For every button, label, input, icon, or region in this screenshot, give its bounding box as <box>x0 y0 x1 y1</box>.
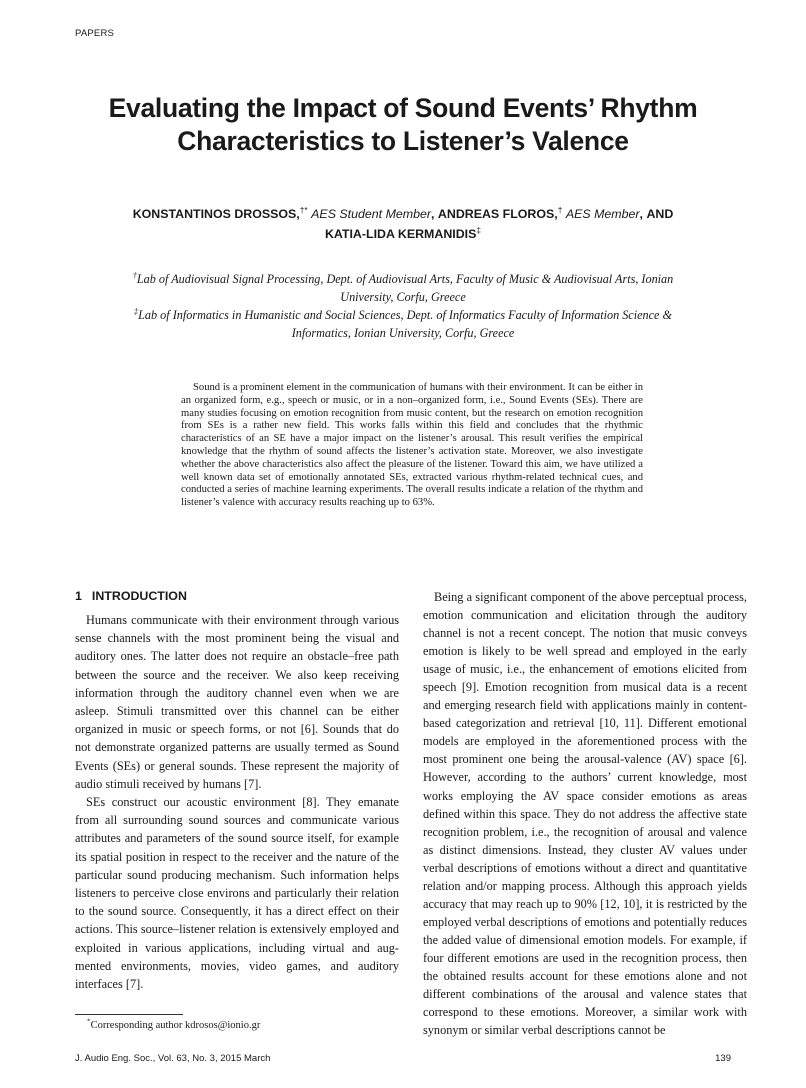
author-membership: AES Member <box>565 207 640 221</box>
affiliation-1-line-1: †Lab of Audiovisual Signal Processing, Dept. of Audiovisual Arts, Faculty of Music & Audiovisual Arts, Ionian <box>132 270 674 286</box>
affiliation-mark: † <box>132 270 137 280</box>
section-number: 1 <box>75 589 82 603</box>
journal-reference: J. Audio Eng. Soc., Vol. 63, No. 3, 2015 March <box>75 1053 271 1064</box>
author-membership: AES Student Member <box>311 207 432 221</box>
footnote-divider <box>75 1014 183 1015</box>
footnote-text: Corresponding author kdrosos@ionio.gr <box>90 1020 261 1031</box>
affiliation-mark: ‡ <box>134 306 139 316</box>
author-name: KONSTANTINOS DROSSOS, <box>132 207 300 221</box>
author-line-2 <box>75 224 731 244</box>
author-mark: † <box>557 204 563 215</box>
author-line-1: KONSTANTINOS DROSSOS,†* AES Student Member, ANDREAS FLOROS,† AES Member, AND <box>132 204 674 221</box>
section-heading <box>75 588 399 604</box>
affiliation-2-line-2: Informatics, Ionian University, Corfu, Greece <box>291 326 515 340</box>
title-line-1: Evaluating the Impact of Sound Events’ Rhythm <box>108 93 698 123</box>
affiliation-2-line-1: ‡Lab of Informatics in Humanistic and Social Sciences, Dept. of Informatics Faculty of Information Science & <box>134 306 672 322</box>
section-title: INTRODUCTION <box>91 589 187 603</box>
footnote-mark: * <box>87 1017 91 1026</box>
author-mark: ‡ <box>476 224 482 235</box>
body-paragraph: SEs construct our acoustic environment [8]. They emanate from all surrounding sound sources and communicate various attributes and parameters of the sound source itself, for example its spatial position in respect to the receiver and the nature of the particular sound producing mechanism. Such information helps listeners to perceive close environs and particularly their relation to the sound source. Consequently, it has a direct effect on their actions. This source–listener relation is extensively employed and exploited in various applications, including virtual and augmented environments, movies, video games, and auditory interfaces [7]. <box>75 795 399 992</box>
page-number: 139 <box>715 1053 731 1064</box>
affiliations <box>95 270 711 342</box>
title-line-2: Characteristics to Listener’s Valence <box>177 126 629 156</box>
body-paragraph: Being a significant component of the above perceptual process, emotion communication and elicitation through the auditory channel is not a recent concept. The notion that music conveys emotion is likely to be well spread and employed in the early usage of music, i.e., the enhancement of emotions elicited from speech [9]. Emotion recognition from musical data is a recent and emerging research field with applications mainly in content-based categorization and retrieval [10, 11]. Different emotional models are employed in the aforementioned process with the most prominent one being the arousal-valence (AV) space [6]. However, according to the authors’ current knowledge, most works employing the AV space consider emotions as areas defined within this space. They do not address the affective state recognition problem, i.e., the recognition of arousal and valence as distinct dimensions. Instead, they cluster AV values under verbal descriptions of emotions without a direct and quantitative relation and/or mapping process. Although this approach yields accuracy that may reach up to 90% [12, 10], it is restricted by the employed verbal descriptions of emotions and potentially reduces the added value of dimensional emotion models. For example, if four different emotions are used in the recognition process, then the obtained results account for these emotions alone and not different combinations of the arousal and valence states that correspond to these emotions. Moreover, a similar work with synonym or similar verbal descriptions cannot be <box>423 590 747 1038</box>
left-column <box>75 588 399 993</box>
footnote <box>75 1019 260 1032</box>
author-name: KATIA-LIDA KERMANIDIS <box>324 227 477 241</box>
author-name: ANDREAS FLOROS, <box>437 207 558 221</box>
paper-title <box>75 92 731 158</box>
affiliation-1-line-2: University, Corfu, Greece <box>340 290 466 304</box>
right-column <box>423 588 747 1039</box>
author-conjunction: AND <box>646 207 674 221</box>
author-mark: †* <box>299 204 308 215</box>
abstract: Sound is a prominent element in the communication of humans with their environment. It can be either in an organized form, e.g., speech or music, or in a non–organized form, i.e., Sound Events (SEs). There are many studies focusing on emotion recognition from music content, but the research on emotion recognition from SEs is a rather new field. This works falls within this field and concludes that the rhythmic characteristics of an SE have a major impact on the listener’s arousal. This result verifies the empirical knowledge that the rhythm of sound affects the listener’s activation state. Moreover, we also investigate whether the above characteristics also affect the pleasure of the listener. Toward this aim, we have utilized a well known data set of emotionally annotated SEs, extracted various rhythm-related technical cues, and conducted a series of machine learning experiments. The overall results indicate a relation of the rhythm and listener’s valence with accuracy results reaching up to 63%. <box>181 382 643 509</box>
running-header: PAPERS <box>75 28 115 39</box>
body-paragraph: Humans communicate with their environment through various sense channels with the most prominent being the visual and auditory ones. The latter does not require an obstacle–free path between the source and the receiver. We also keep receiving information through the auditory channel even when we are asleep. Stimuli transmitted over this channel can be either organized in music or speech forms, or not [6]. Sounds that do not demonstrate organized patterns are usually termed as Sound Events (SEs) or general sounds. These represent the majority of audio stimuli received by humans [7]. <box>75 613 399 791</box>
author-list <box>75 204 731 244</box>
